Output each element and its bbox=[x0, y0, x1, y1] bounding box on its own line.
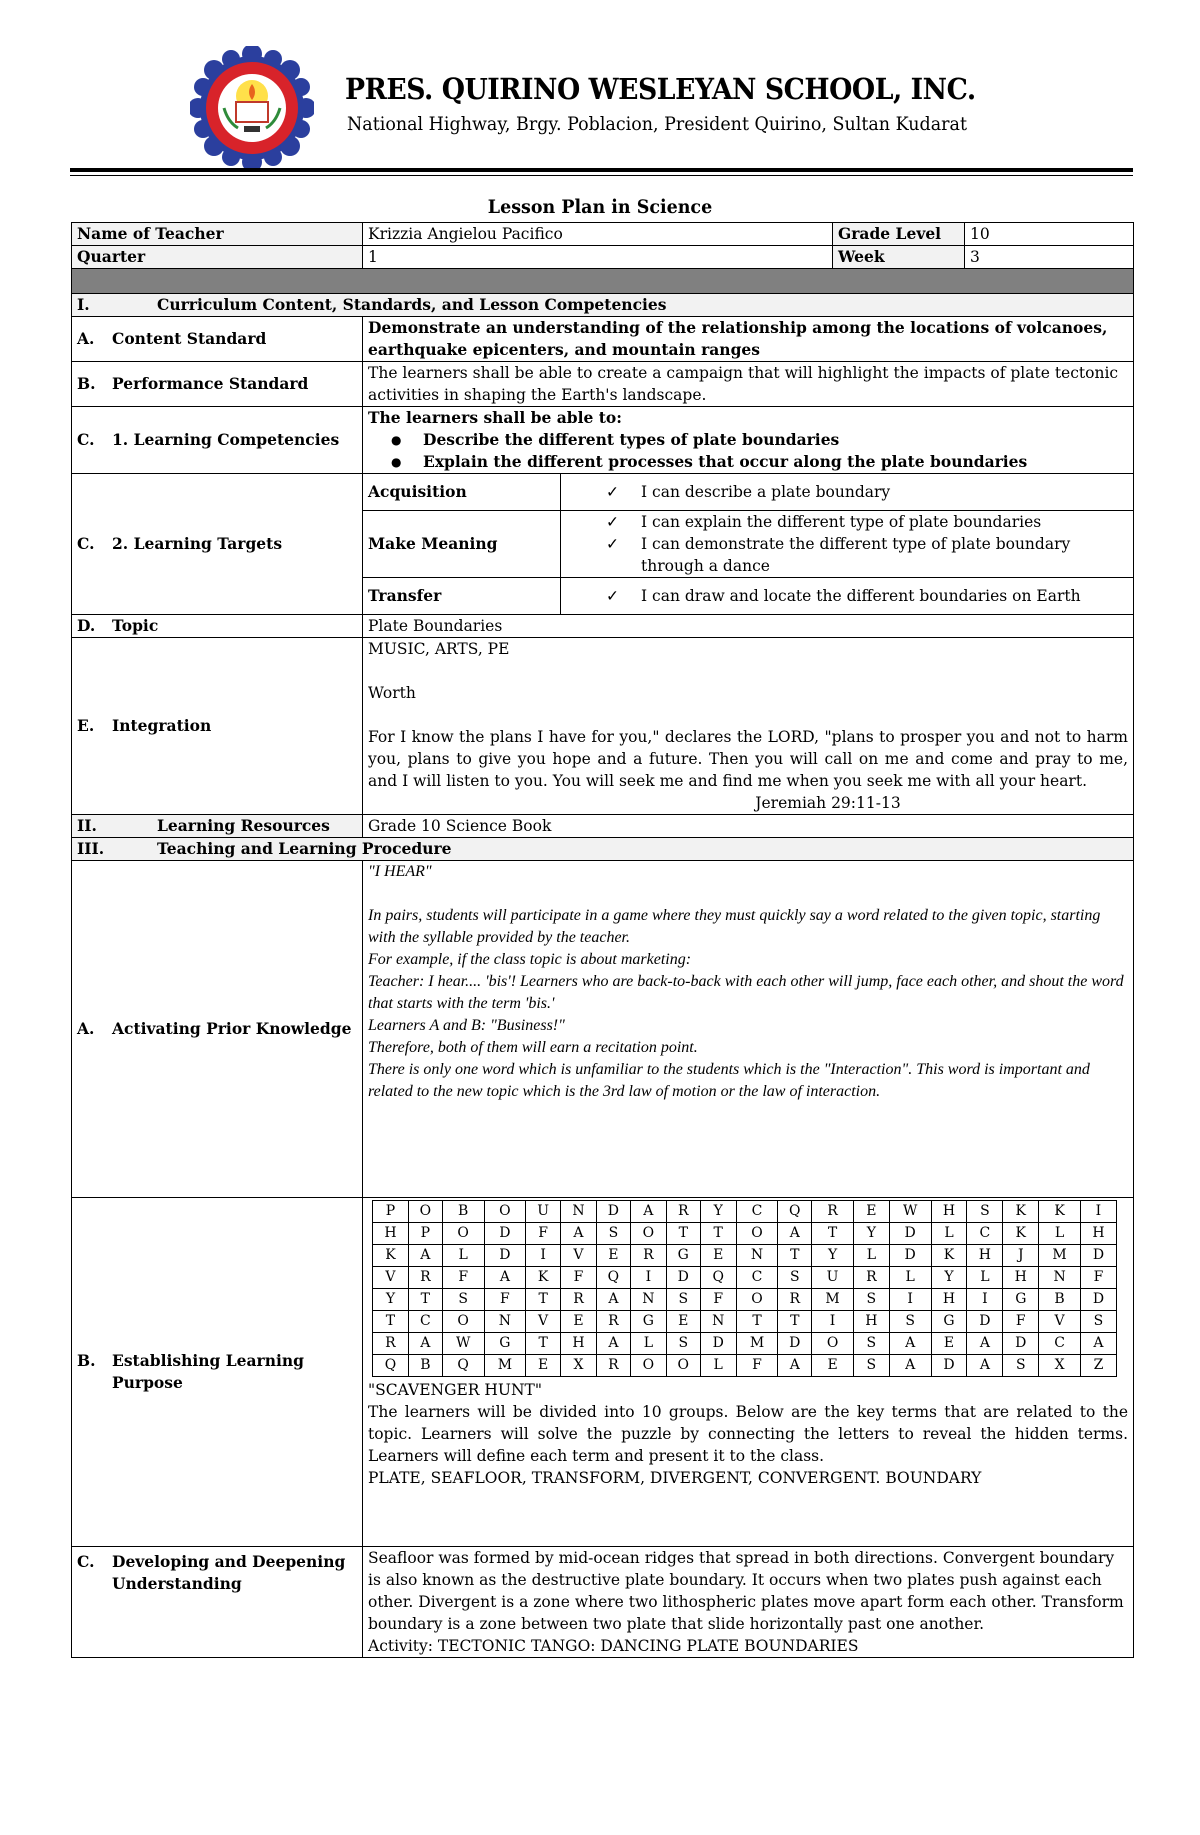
grid-cell: Z bbox=[1080, 1355, 1116, 1377]
grid-cell: L bbox=[967, 1267, 1003, 1289]
grid-cell: A bbox=[408, 1333, 442, 1355]
activating-line: Learners A and B: "Business!" bbox=[368, 1017, 565, 1034]
check-icon: ✓ bbox=[606, 587, 619, 605]
grid-cell: B bbox=[408, 1355, 442, 1377]
grid-cell: N bbox=[630, 1289, 666, 1311]
week-value: 3 bbox=[965, 246, 1134, 269]
school-name: PRES. QUIRINO WESLEYAN SCHOOL, INC. bbox=[345, 72, 976, 106]
grid-cell: M bbox=[1039, 1245, 1081, 1267]
grid-cell: V bbox=[561, 1245, 597, 1267]
grid-cell: A bbox=[967, 1355, 1003, 1377]
grid-cell: Q bbox=[700, 1267, 736, 1289]
activating-line: There is only one word which is unfamiliar to the students which is the "Interaction". This word is important and related to the new topic which is the 3rd law of motion or the law of interaction. bbox=[368, 1061, 1090, 1100]
competencies-letter: C. bbox=[77, 430, 95, 449]
grid-cell: S bbox=[1080, 1311, 1116, 1333]
grid-cell: B bbox=[1039, 1289, 1081, 1311]
grid-cell: S bbox=[889, 1311, 931, 1333]
grid-cell: V bbox=[526, 1311, 561, 1333]
grid-cell: C bbox=[736, 1201, 778, 1223]
section-3-title: Teaching and Learning Procedure bbox=[157, 839, 452, 858]
developing-label: Developing and Deepening Understanding bbox=[112, 1552, 346, 1593]
grid-cell: R bbox=[596, 1355, 630, 1377]
grid-cell: F bbox=[484, 1289, 526, 1311]
grid-cell: R bbox=[561, 1289, 597, 1311]
grid-cell: Y bbox=[373, 1289, 409, 1311]
grid-cell: O bbox=[442, 1311, 484, 1333]
grid-cell: N bbox=[561, 1201, 597, 1223]
grid-cell: S bbox=[967, 1201, 1003, 1223]
section-2-row bbox=[72, 815, 1134, 838]
grid-cell: L bbox=[931, 1223, 967, 1245]
grid-cell: S bbox=[442, 1289, 484, 1311]
grid-cell: T bbox=[526, 1333, 561, 1355]
grid-cell: I bbox=[967, 1289, 1003, 1311]
performance-standard-text: The learners shall be able to create a campaign that will highlight the impacts of plate tectonic activities in shaping the Earth's landscape. bbox=[363, 362, 1134, 407]
developing-activity: Activity: TECTONIC TANGO: DANCING PLATE BOUNDARIES bbox=[368, 1637, 859, 1655]
grid-cell: O bbox=[736, 1289, 778, 1311]
performance-standard-label: Performance Standard bbox=[112, 374, 309, 393]
grid-cell: X bbox=[1039, 1355, 1081, 1377]
topic-label: Topic bbox=[112, 616, 159, 635]
learning-resources-value: Grade 10 Science Book bbox=[363, 815, 1134, 838]
establishing-letter: B. bbox=[77, 1351, 96, 1370]
grid-cell: E bbox=[931, 1333, 967, 1355]
grid-cell: E bbox=[812, 1355, 854, 1377]
grid-cell: H bbox=[853, 1311, 889, 1333]
section-3-number: III. bbox=[77, 839, 105, 858]
grid-row bbox=[373, 1355, 1117, 1377]
grid-cell: R bbox=[666, 1201, 700, 1223]
grid-cell: H bbox=[373, 1223, 409, 1245]
grid-cell: Y bbox=[931, 1267, 967, 1289]
week-label: Week bbox=[833, 246, 965, 269]
grid-cell: A bbox=[1080, 1333, 1116, 1355]
grid-cell: B bbox=[442, 1201, 484, 1223]
grid-cell: X bbox=[561, 1355, 597, 1377]
competency-item: ● Explain the different processes that occur along the plate boundaries bbox=[423, 451, 1128, 473]
activity-title-scavenger-hunt: "SCAVENGER HUNT" bbox=[368, 1381, 543, 1399]
grid-cell: N bbox=[484, 1311, 526, 1333]
word-search-grid bbox=[372, 1200, 1117, 1377]
grid-cell: R bbox=[408, 1267, 442, 1289]
target-item: I can demonstrate the different type of plate boundary through a dance bbox=[641, 535, 1071, 575]
grid-cell: A bbox=[630, 1201, 666, 1223]
teacher-value: Krizzia Angielou Pacifico bbox=[363, 223, 833, 246]
check-icon: ✓ bbox=[606, 513, 619, 531]
targets-letter: C. bbox=[77, 534, 95, 553]
integration-label: Integration bbox=[112, 716, 212, 735]
grid-cell: K bbox=[1003, 1201, 1039, 1223]
grid-cell: I bbox=[1080, 1201, 1116, 1223]
grid-cell: R bbox=[778, 1289, 812, 1311]
grid-cell: K bbox=[526, 1267, 561, 1289]
grid-cell: F bbox=[1080, 1267, 1116, 1289]
grid-cell: E bbox=[526, 1355, 561, 1377]
grid-cell: H bbox=[561, 1333, 597, 1355]
grid-cell: H bbox=[931, 1289, 967, 1311]
grid-cell: C bbox=[967, 1223, 1003, 1245]
grid-cell: R bbox=[373, 1333, 409, 1355]
grid-cell: O bbox=[630, 1355, 666, 1377]
grade-value: 10 bbox=[965, 223, 1134, 246]
grid-cell: S bbox=[853, 1333, 889, 1355]
grid-cell: A bbox=[596, 1333, 630, 1355]
grid-cell: D bbox=[967, 1311, 1003, 1333]
grid-cell: P bbox=[408, 1223, 442, 1245]
integration-row bbox=[72, 638, 1134, 815]
grid-cell: A bbox=[596, 1289, 630, 1311]
establishing-purpose-row bbox=[72, 1198, 1134, 1547]
grid-cell: D bbox=[1080, 1245, 1116, 1267]
grid-cell: V bbox=[373, 1267, 409, 1289]
grid-cell: O bbox=[442, 1223, 484, 1245]
grid-cell: D bbox=[484, 1223, 526, 1245]
grid-cell: Q bbox=[596, 1267, 630, 1289]
grid-cell: I bbox=[812, 1311, 854, 1333]
grid-cell: S bbox=[666, 1333, 700, 1355]
activating-label: Activating Prior Knowledge bbox=[112, 1019, 352, 1038]
developing-understanding-row bbox=[72, 1547, 1134, 1658]
grid-cell: T bbox=[700, 1223, 736, 1245]
grid-row bbox=[373, 1311, 1117, 1333]
grid-cell: N bbox=[700, 1311, 736, 1333]
grid-cell: D bbox=[484, 1245, 526, 1267]
grid-cell: H bbox=[1003, 1267, 1039, 1289]
grid-cell: F bbox=[700, 1289, 736, 1311]
learning-targets-row-acquisition bbox=[72, 474, 1134, 511]
targets-label: 2. Learning Targets bbox=[112, 534, 283, 553]
grid-row bbox=[373, 1223, 1117, 1245]
grid-cell: A bbox=[408, 1245, 442, 1267]
grid-cell: W bbox=[442, 1333, 484, 1355]
grid-cell: Y bbox=[700, 1201, 736, 1223]
grid-cell: S bbox=[853, 1289, 889, 1311]
grid-cell: Q bbox=[442, 1355, 484, 1377]
activating-prior-knowledge-row bbox=[72, 861, 1134, 1198]
grid-cell: G bbox=[484, 1333, 526, 1355]
check-icon: ✓ bbox=[606, 483, 619, 501]
content-standard-label: Content Standard bbox=[112, 329, 267, 348]
performance-standard-row bbox=[72, 362, 1134, 407]
grid-cell: D bbox=[1080, 1289, 1116, 1311]
integration-subjects: MUSIC, ARTS, PE bbox=[368, 640, 510, 658]
grid-cell: A bbox=[778, 1355, 812, 1377]
content-standard-letter: A. bbox=[77, 329, 95, 348]
competencies-intro: The learners shall be able to: bbox=[368, 408, 622, 427]
grid-cell: L bbox=[442, 1245, 484, 1267]
grid-cell: L bbox=[853, 1245, 889, 1267]
grid-cell: M bbox=[484, 1355, 526, 1377]
content-standard-text: Demonstrate an understanding of the relationship among the locations of volcanoes, earthquake epicenters, and mountain ranges bbox=[363, 317, 1134, 362]
section-1-number: I. bbox=[77, 295, 90, 314]
grid-cell: J bbox=[1003, 1245, 1039, 1267]
grid-cell: D bbox=[666, 1267, 700, 1289]
grid-cell: L bbox=[700, 1355, 736, 1377]
grid-cell: N bbox=[736, 1245, 778, 1267]
dark-separator-row bbox=[72, 269, 1134, 294]
teacher-row bbox=[72, 223, 1134, 246]
integration-value: Worth bbox=[368, 684, 416, 702]
grid-cell: Q bbox=[373, 1355, 409, 1377]
grid-cell: S bbox=[666, 1289, 700, 1311]
grid-cell: O bbox=[408, 1201, 442, 1223]
section-3-header bbox=[72, 838, 1134, 861]
grid-cell: F bbox=[736, 1355, 778, 1377]
document-title: Lesson Plan in Science bbox=[487, 196, 713, 218]
grid-cell: D bbox=[889, 1245, 931, 1267]
dark-separator bbox=[72, 269, 1134, 294]
grid-cell: E bbox=[700, 1245, 736, 1267]
section-2-title: Learning Resources bbox=[157, 816, 330, 835]
topic-value: Plate Boundaries bbox=[363, 615, 1134, 638]
grid-cell: D bbox=[931, 1355, 967, 1377]
grid-cell: K bbox=[1039, 1201, 1081, 1223]
grid-cell: I bbox=[889, 1289, 931, 1311]
grid-cell: G bbox=[1003, 1289, 1039, 1311]
grid-cell: H bbox=[1080, 1223, 1116, 1245]
grid-cell: R bbox=[630, 1245, 666, 1267]
key-terms: PLATE, SEAFLOOR, TRANSFORM, DIVERGENT, CONVERGENT. BOUNDARY bbox=[368, 1469, 982, 1487]
activating-line: Therefore, both of them will earn a recitation point. bbox=[368, 1039, 698, 1056]
grid-cell: F bbox=[561, 1267, 597, 1289]
grid-cell: F bbox=[1003, 1311, 1039, 1333]
grid-cell: H bbox=[931, 1201, 967, 1223]
grid-cell: R bbox=[596, 1311, 630, 1333]
activating-line: In pairs, students will participate in a game where they must quickly say a word related to the given topic, starting with the syllable provided by the teacher. bbox=[368, 907, 1101, 946]
activating-line: Teacher: I hear.... 'bis'! Learners who are back-to-back with each other will jump, face each other, and shout the word that starts with the term 'bis.' bbox=[368, 973, 1124, 1012]
target-item: I can describe a plate boundary bbox=[641, 483, 891, 501]
grid-cell: A bbox=[967, 1333, 1003, 1355]
grid-cell: E bbox=[666, 1311, 700, 1333]
section-2-number: II. bbox=[77, 816, 97, 835]
grid-cell: G bbox=[931, 1311, 967, 1333]
header-divider bbox=[70, 168, 1133, 172]
grid-row bbox=[373, 1289, 1117, 1311]
grid-cell: O bbox=[736, 1223, 778, 1245]
grid-cell: A bbox=[561, 1223, 597, 1245]
section-1-header bbox=[72, 294, 1134, 317]
grid-cell: Y bbox=[853, 1223, 889, 1245]
activity-title-i-hear: "I HEAR" bbox=[368, 863, 432, 880]
topic-letter: D. bbox=[77, 616, 96, 635]
grid-cell: K bbox=[931, 1245, 967, 1267]
grid-cell: D bbox=[596, 1201, 630, 1223]
grid-cell: S bbox=[1003, 1355, 1039, 1377]
grid-cell: A bbox=[889, 1355, 931, 1377]
grid-cell: I bbox=[630, 1267, 666, 1289]
grid-cell: W bbox=[889, 1201, 931, 1223]
school-seal-icon bbox=[190, 46, 314, 170]
school-address: National Highway, Brgy. Poblacion, President Quirino, Sultan Kudarat bbox=[347, 113, 967, 135]
grid-cell: A bbox=[484, 1267, 526, 1289]
target-item: I can draw and locate the different boundaries on Earth bbox=[641, 587, 1081, 605]
grid-cell: L bbox=[630, 1333, 666, 1355]
grid-cell: O bbox=[484, 1201, 526, 1223]
target-item: I can explain the different type of plate boundaries bbox=[641, 513, 1042, 531]
grid-cell: T bbox=[778, 1245, 812, 1267]
grid-cell: E bbox=[596, 1245, 630, 1267]
grid-cell: S bbox=[778, 1267, 812, 1289]
quarter-row bbox=[72, 246, 1134, 269]
grid-cell: O bbox=[812, 1333, 854, 1355]
topic-row bbox=[72, 615, 1134, 638]
grid-cell: F bbox=[442, 1267, 484, 1289]
grid-cell: E bbox=[853, 1201, 889, 1223]
grid-cell: D bbox=[889, 1223, 931, 1245]
grid-cell: C bbox=[408, 1311, 442, 1333]
grid-cell: C bbox=[1039, 1333, 1081, 1355]
grid-row bbox=[373, 1333, 1117, 1355]
section-1-title: Curriculum Content, Standards, and Lesson Competencies bbox=[157, 295, 667, 314]
grid-cell: T bbox=[666, 1223, 700, 1245]
grid-cell: A bbox=[778, 1223, 812, 1245]
content-standard-row bbox=[72, 317, 1134, 362]
activating-letter: A. bbox=[77, 1019, 95, 1038]
establishing-label: Establishing Learning Purpose bbox=[112, 1351, 304, 1392]
grid-cell: T bbox=[736, 1311, 778, 1333]
performance-standard-letter: B. bbox=[77, 374, 96, 393]
grid-cell: I bbox=[526, 1245, 561, 1267]
grid-cell: K bbox=[373, 1245, 409, 1267]
grid-cell: D bbox=[1003, 1333, 1039, 1355]
grid-cell: L bbox=[1039, 1223, 1081, 1245]
grid-cell: S bbox=[596, 1223, 630, 1245]
grid-cell: V bbox=[1039, 1311, 1081, 1333]
activating-line: For example, if the class topic is about marketing: bbox=[368, 951, 692, 968]
grid-cell: R bbox=[812, 1201, 854, 1223]
grid-cell: H bbox=[967, 1245, 1003, 1267]
grid-cell: A bbox=[889, 1333, 931, 1355]
grid-cell: Q bbox=[778, 1201, 812, 1223]
integration-letter: E. bbox=[77, 716, 95, 735]
grid-cell: L bbox=[889, 1267, 931, 1289]
grid-cell: K bbox=[1003, 1223, 1039, 1245]
grid-cell: P bbox=[373, 1201, 409, 1223]
grid-row bbox=[373, 1245, 1117, 1267]
competencies-label: 1. Learning Competencies bbox=[112, 430, 340, 449]
grid-cell: U bbox=[526, 1201, 561, 1223]
developing-text: Seafloor was formed by mid-ocean ridges that spread in both directions. Convergent boundary is also known as the destructive plate boundary. It occurs when two plates push against each other. Divergent is a zone where two lithospheric plates move apart form each other. Transform boundary is a zone between two plate that slide horizontally past one another. bbox=[368, 1549, 1124, 1633]
target-acquisition-label: Acquisition bbox=[363, 474, 561, 511]
teacher-label: Name of Teacher bbox=[72, 223, 363, 246]
grid-cell: D bbox=[700, 1333, 736, 1355]
grid-cell: M bbox=[812, 1289, 854, 1311]
grid-cell: N bbox=[1039, 1267, 1081, 1289]
grid-cell: M bbox=[736, 1333, 778, 1355]
grid-row bbox=[373, 1267, 1117, 1289]
header-divider-thin bbox=[70, 175, 1133, 176]
target-make-meaning-label: Make Meaning bbox=[363, 511, 561, 578]
grid-cell: C bbox=[736, 1267, 778, 1289]
grid-cell: S bbox=[853, 1355, 889, 1377]
integration-verse: For I know the plans I have for you," declares the LORD, "plans to prosper you and not to harm you, plans to give you hope and a future. Then you will call on me and come and pray to me, and I will listen to you. You will seek me and find me when you seek me with all your heart. bbox=[368, 728, 1129, 790]
lesson-plan-table bbox=[71, 222, 1134, 1658]
grid-cell: U bbox=[812, 1267, 854, 1289]
grid-cell: T bbox=[373, 1311, 409, 1333]
grid-cell: E bbox=[561, 1311, 597, 1333]
grid-cell: D bbox=[778, 1333, 812, 1355]
grid-row bbox=[373, 1201, 1117, 1223]
grid-cell: T bbox=[778, 1311, 812, 1333]
check-icon: ✓ bbox=[606, 535, 619, 553]
integration-reference: Jeremiah 29:11-13 bbox=[755, 794, 901, 812]
developing-letter: C. bbox=[77, 1552, 95, 1571]
competency-item: ● Describe the different types of plate boundaries bbox=[423, 429, 1128, 451]
grid-cell: F bbox=[526, 1223, 561, 1245]
target-transfer-label: Transfer bbox=[363, 578, 561, 615]
grade-label: Grade Level bbox=[833, 223, 965, 246]
grid-cell: G bbox=[630, 1311, 666, 1333]
grid-cell: T bbox=[408, 1289, 442, 1311]
grid-cell: T bbox=[812, 1223, 854, 1245]
grid-cell: T bbox=[526, 1289, 561, 1311]
grid-cell: G bbox=[666, 1245, 700, 1267]
scavenger-instructions: The learners will be divided into 10 groups. Below are the key terms that are related to the topic. Learners will solve the puzzle by connecting the letters to reveal the hidden terms. Learners will define each term and present it to the class. bbox=[368, 1403, 1129, 1465]
grid-cell: O bbox=[630, 1223, 666, 1245]
learning-competencies-row bbox=[72, 407, 1134, 474]
grid-cell: R bbox=[853, 1267, 889, 1289]
grid-cell: Y bbox=[812, 1245, 854, 1267]
grid-cell: O bbox=[666, 1355, 700, 1377]
quarter-label: Quarter bbox=[72, 246, 363, 269]
quarter-value: 1 bbox=[363, 246, 833, 269]
competencies-list bbox=[368, 429, 1128, 473]
